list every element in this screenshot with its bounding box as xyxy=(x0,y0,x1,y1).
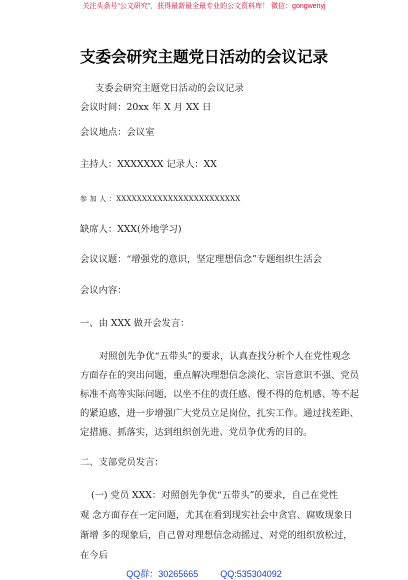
footer-qq-group: QQ群：30265665 xyxy=(126,569,199,579)
absentees: 缺席人：XXX(外地学习) xyxy=(80,224,182,235)
document-title: 支委会研究主题党日活动的会议记录 xyxy=(79,48,328,66)
meeting-location: 会议地点：会议室 xyxy=(80,127,155,138)
footer-contact xyxy=(0,567,408,580)
footer-qq: QQ:535304092 xyxy=(220,569,282,579)
host-recorder: 主持人：XXXXXXX 记录人：XX xyxy=(80,159,217,170)
attendees: 参 加 人 ：XXXXXXXXXXXXXXXXXXXXXXXX xyxy=(80,195,241,203)
section-heading-1: 一、由 XXX 做开会发言： xyxy=(80,318,190,329)
meeting-time: 会议时间：20xx 年 X 月 XX 日 xyxy=(80,102,212,113)
subtitle-line: 支委会研究主题党日活动的会议记录 xyxy=(95,83,244,94)
paragraph-line: 方面存在的突出问题，重点解决理想信念淡化、宗旨意识不强、党员 xyxy=(80,370,359,381)
meeting-content-heading: 会议内容： xyxy=(80,285,127,296)
paragraph-line: 对照创先争优“五带头”的要求，认真查找分析个人在党性观念 xyxy=(99,351,351,362)
meeting-topic: 会议议题：“增强党的意识，坚定理想信念”专题组织生活会 xyxy=(80,254,322,265)
paragraph-line: 的紧迫感，进一步增强广大党员立足岗位，扎实工作。通过找差距、 xyxy=(80,408,359,419)
section-heading-2: 二、支部党员发言： xyxy=(80,457,164,468)
paragraph-line: 标准不高等实际问题，以坐不住的责任感、慢不得的危机感、等不起 xyxy=(80,389,359,400)
paragraph-line: 渐增 多的现象后，自己曾对理想信念动摇过、对党的组织放松过， xyxy=(80,530,353,541)
paragraph-line: 定措施、抓落实，达到组织创先进、党员争优秀的目的。 xyxy=(80,427,313,438)
paragraph-line: 观 念方面存在一定问题，尤其在看到现实社会中贪官、腐败现象日 xyxy=(80,510,353,521)
top-banner: 关注头条号“公文研究”，获得最新最全最专业的公文资料库！ 微信：gongwenyj xyxy=(82,3,326,10)
paragraph-line: 在今后 xyxy=(80,550,108,561)
paragraph-line: (一) 党员 XXX：对照创先争优“五带头”的要求，自己在党性 xyxy=(91,490,339,501)
